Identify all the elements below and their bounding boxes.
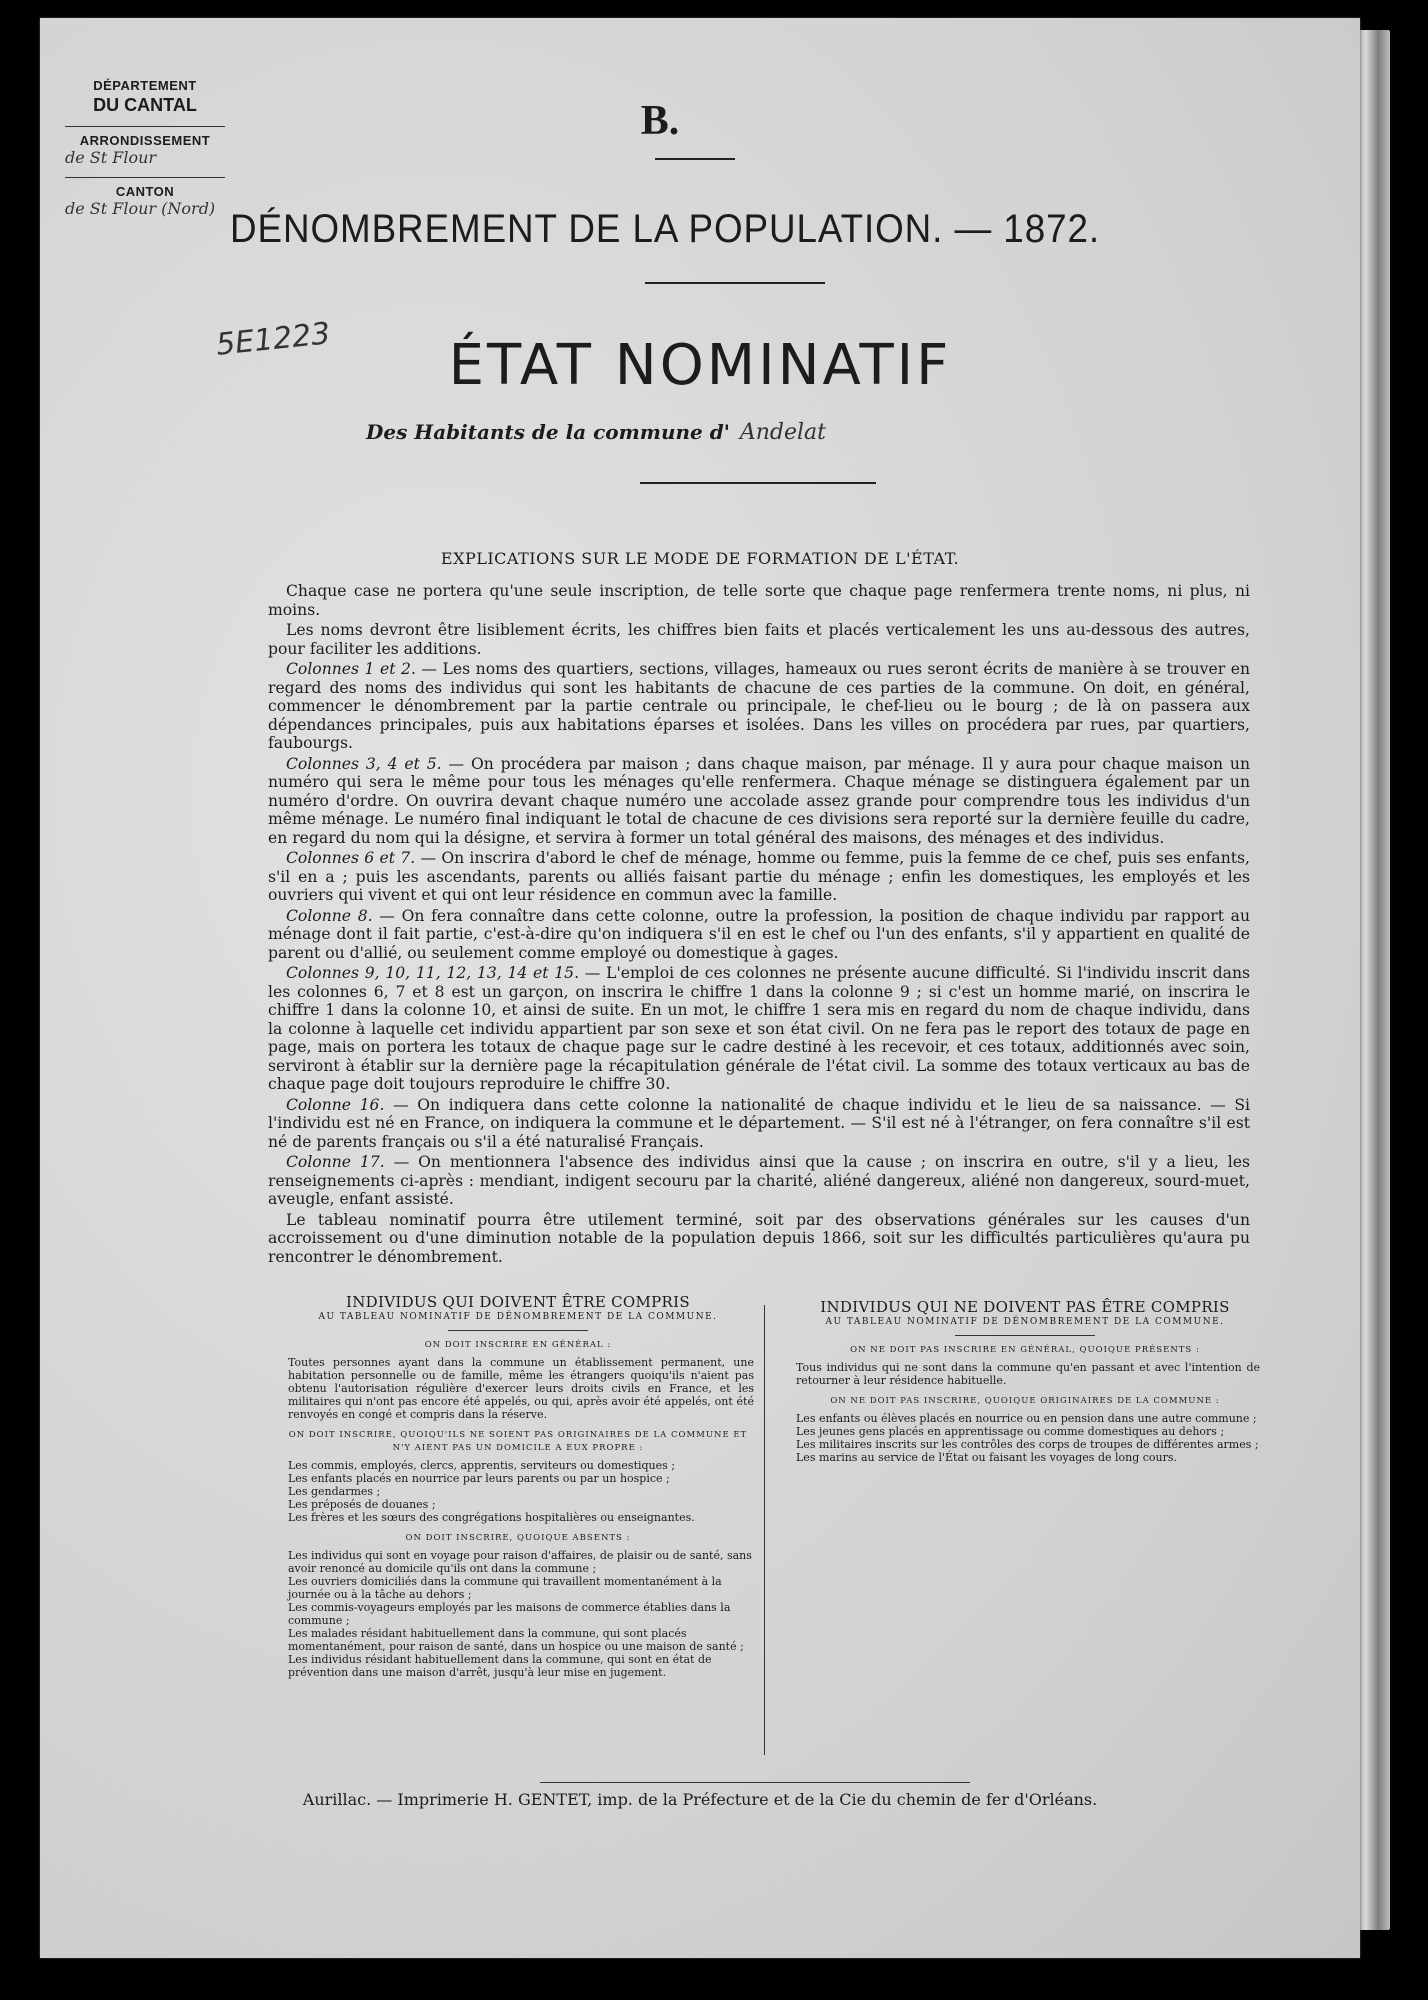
explications-title: EXPLICATIONS SUR LE MODE DE FORMATION DE L'ÉTAT. <box>440 549 960 568</box>
section-heading: ON NE DOIT PAS INSCRIRE EN GÉNÉRAL, QUOIQUE PRÉSENTS : <box>850 1345 1200 1355</box>
included-individuals-column <box>282 1293 754 1679</box>
explications-paragraph: Le tableau nominatif pourra être utilement terminé, soit par des observations générales sur les causes d'un accroissement ou d'une diminution notable de la population depuis 1866, soit sur les difficultés particulières qu'aura pu rencontrer le dénombrement. <box>268 1210 1250 1266</box>
paragraph-text: — On inscrira d'abord le chef de ménage, homme ou femme, puis la femme de ce chef, puis ses enfants, s'il en a ; puis les ascendants, parents ou alliés faisant partie du ménage ; enfin les domestiques, les employés et les ouvriers qui vivent et qui ont leur résidence en commun avec la famille. <box>268 849 1250 904</box>
list-item: Les jeunes gens placés en apprentissage ou comme domestiques au dehors ; <box>796 1425 1225 1438</box>
divider <box>448 1330 588 1331</box>
divider <box>645 282 825 284</box>
divider <box>955 1335 1095 1336</box>
arrondissement-value: de St Flour <box>65 148 157 167</box>
paragraph-text: — Les noms des quartiers, sections, villages, hameaux ou rues seront écrits de manière à se trouver en regard des noms des individus qui sont les habitants de chacune de ces parties de la commune. On doit, en général, commencer le dénombrement par la partie centrale ou principale, le chef-lieu ou le bourg ; de là on passera aux dépendances principales, puis aux habitations éparses et isolées. Dans les villes on procédera par rues, par quartiers, faubourgs. <box>268 660 1250 752</box>
column-title: INDIVIDUS QUI DOIVENT ÊTRE COMPRIS <box>346 1293 690 1311</box>
explications-paragraph: Chaque case ne portera qu'une seule inscription, de telle sorte que chaque page renfermera trente noms, ni plus, ni moins. <box>268 582 1250 619</box>
canton-value: de St Flour (Nord) <box>65 199 216 218</box>
divider <box>540 1782 970 1783</box>
list-item: Les individus qui sont en voyage pour raison d'affaires, de plaisir ou de santé, sans avoir renoncé au domicile qu'ils ont dans la commune ; <box>288 1549 752 1575</box>
section-text: Toutes personnes ayant dans la commune un établissement permanent, une habitation personnelle ou de famille, même les étrangers quoiqu'ils n'aient pas obtenu l'autorisation régulière d'exercer leurs droits civils en France, et les militaires qui n'ont pas encore été appelés, ou qui, après avoir été appelés, ont été renvoyés en congé et compris dans la réserve. <box>288 1356 754 1421</box>
commune-line <box>366 420 826 445</box>
explications-paragraph <box>268 1153 1250 1209</box>
list-item: Les frères et les sœurs des congrégations hospitalières ou enseignantes. <box>288 1511 695 1524</box>
explications-paragraph <box>268 907 1250 963</box>
explications-body <box>268 582 1250 1268</box>
section-heading: ON DOIT INSCRIRE EN GÉNÉRAL : <box>424 1340 612 1350</box>
column-subtitle: AU TABLEAU NOMINATIF DE DÉNOMBREMENT DE LA COMMUNE. <box>318 1312 718 1322</box>
list-item: Les ouvriers domiciliés dans la commune qui travaillent momentanément à la journée ou à la tâche au dehors ; <box>288 1575 722 1601</box>
paragraph-text: — On mentionnera l'absence des individus ainsi que la cause ; on inscrira en outre, s'il y a lieu, les renseignements ci-après : mendiant, indigent secouru par la charité, aliéné dangereux, aliéné non dangereux, sourd-muet, aveugle, enfant assisté. <box>268 1153 1250 1208</box>
archive-stamp: 5E1223 <box>214 316 332 363</box>
column-ref: Colonnes 9, 10, 11, 12, 13, 14 et 15. <box>286 964 580 982</box>
explications-paragraph <box>268 849 1250 905</box>
explications-paragraph <box>268 755 1250 848</box>
list-item: Les marins au service de l'État ou faisant les voyages de long cours. <box>796 1451 1178 1464</box>
explications-paragraph: Les noms devront être lisiblement écrits, les chiffres bien faits et placés verticalement les uns au-dessous des autres, pour faciliter les additions. <box>268 621 1250 658</box>
page-title: DÉNOMBREMENT DE LA POPULATION. — 1872. <box>229 207 1101 251</box>
column-title: INDIVIDUS QUI NE DOIVENT PAS ÊTRE COMPRIS <box>820 1298 1230 1316</box>
list-item: Les militaires inscrits sur les contrôles des corps de troupes de différentes armes ; <box>796 1438 1259 1451</box>
divider <box>655 158 735 160</box>
form-letter: B. <box>640 98 680 144</box>
column-ref: Colonne 16. <box>286 1095 385 1114</box>
paragraph-text: — On fera connaître dans cette colonne, outre la profession, la position de chaque individu par rapport au ménage dont il fait partie, c'est-à-dire qu'on indiquera s'il en est le chef ou l'un des enfants, s'il y appartient en qualité de parent ou d'allié, ou seulement comme employé ou domestique à gages. <box>268 906 1250 962</box>
section-heading: ON DOIT INSCRIRE, QUOIQUE ABSENTS : <box>405 1533 631 1543</box>
canton-label: CANTON <box>115 184 175 199</box>
divider <box>640 482 876 484</box>
list-item: Les individus résidant habituellement dans la commune, qui sont en état de prévention dans une maison d'arrêt, jusqu'à leur mise en jugement. <box>288 1653 712 1679</box>
departement-label: DÉPARTEMENT <box>93 78 197 93</box>
list-item: Les commis, employés, clercs, apprentis, serviteurs ou domestiques ; <box>288 1459 675 1472</box>
section-heading: ON DOIT INSCRIRE, QUOIQU'ILS NE SOIENT PAS ORIGINAIRES DE LA COMMUNE ET N'Y AIENT PAS UN DOMICILE A EUX PROPRE : <box>288 1430 748 1453</box>
column-ref: Colonne 17. <box>286 1153 385 1171</box>
document-subtitle: ÉTAT NOMINATIF <box>448 333 952 398</box>
list-item: Les malades résidant habituellement dans la commune, qui sont placés momentanément, pour raison de santé, dans un hospice ou une maison de santé ; <box>288 1627 744 1653</box>
column-ref: Colonnes 6 et 7. <box>286 849 416 867</box>
list-item: Les préposés de douanes ; <box>288 1498 436 1511</box>
list-item: Les enfants ou élèves placés en nourrice ou en pension dans une autre commune ; <box>796 1412 1257 1425</box>
explications-paragraph <box>268 964 1250 1094</box>
explications-paragraph <box>268 1096 1250 1152</box>
column-subtitle: AU TABLEAU NOMINATIF DE DÉNOMBREMENT DE LA COMMUNE. <box>825 1317 1225 1327</box>
list-item: Les enfants placés en nourrice par leurs parents ou par un hospice ; <box>288 1472 670 1485</box>
list-item: Les gendarmes ; <box>288 1485 381 1498</box>
paragraph-text: — On indiquera dans cette colonne la nationalité de chaque individu et le lieu de sa naissance. — Si l'individu est né en France, on indiquera la commune et le département. — S'il est né à l'étranger, on fera connaître s'il est né de parents français ou s'il a été naturalisé Français. <box>268 1095 1251 1151</box>
commune-value: Andelat <box>739 420 826 445</box>
column-divider <box>764 1305 765 1755</box>
arrondissement-label: ARRONDISSEMENT <box>79 133 211 148</box>
section-heading: ON NE DOIT PAS INSCRIRE, QUOIQUE ORIGINAIRES DE LA COMMUNE : <box>830 1396 1220 1406</box>
paragraph-text: — On procédera par maison ; dans chaque maison, par ménage. Il y aura pour chaque maison un numéro qui sera le même pour tous les ménages qu'elle renfermera. Chaque ménage se distinguera également par un numéro d'ordre. On ouvrira devant chaque numéro une accolade assez grande pour comprendre tous les individus d'un même ménage. Le numéro final indiquant le total de chacune de ces divisions sera reporté sur la dernière feuille du cadre, en regard du nom qui la désigne, et servira à former un total général des maisons, des ménages et des individus. <box>268 754 1250 847</box>
commune-label: Des Habitants de la commune d' <box>366 420 730 444</box>
departement-value: DU CANTAL <box>93 95 197 115</box>
list-item: Les commis-voyageurs employés par les maisons de commerce établies dans la commune ; <box>288 1601 731 1627</box>
column-ref: Colonnes 1 et 2. <box>286 660 416 678</box>
divider <box>65 177 225 178</box>
paragraph-text: — L'emploi de ces colonnes ne présente aucune difficulté. Si l'individu inscrit dans les colonnes 6, 7 et 8 est un garçon, on inscrira le chiffre 1 dans la colonne 9 ; si c'est un homme marié, on inscrira le chiffre 1 dans la colonne 10, et ainsi de suite. En un mot, le chiffre 1 sera mis en regard du nom de chaque individu, dans la colonne à laquelle cet individu appartient par son sexe et son état civil. On ne fera pas le report des totaux de page en page, mais on portera les totaux de chaque page sur le cadre destiné à les recevoir, et ces totaux, additionnés avec soin, serviront à établir sur la dernière page la récapitulation générale de l'état civil. La somme des totaux verticaux au bas de chaque page doit toujours reproduire le chiffre 30. <box>268 964 1250 1093</box>
excluded-individuals-column <box>790 1298 1260 1464</box>
explications-paragraph <box>268 660 1250 753</box>
column-ref: Colonnes 3, 4 et 5. <box>286 754 442 773</box>
section-text: Tous individus qui ne sont dans la commune qu'en passant et avec l'intention de retourner à leur résidence habituelle. <box>796 1361 1260 1387</box>
printer-footer: Aurillac. — Imprimerie H. GENTET, imp. de la Préfecture et de la Cie du chemin de fer d'Orléans. <box>302 1790 1098 1809</box>
column-ref: Colonne 8. <box>286 906 373 925</box>
